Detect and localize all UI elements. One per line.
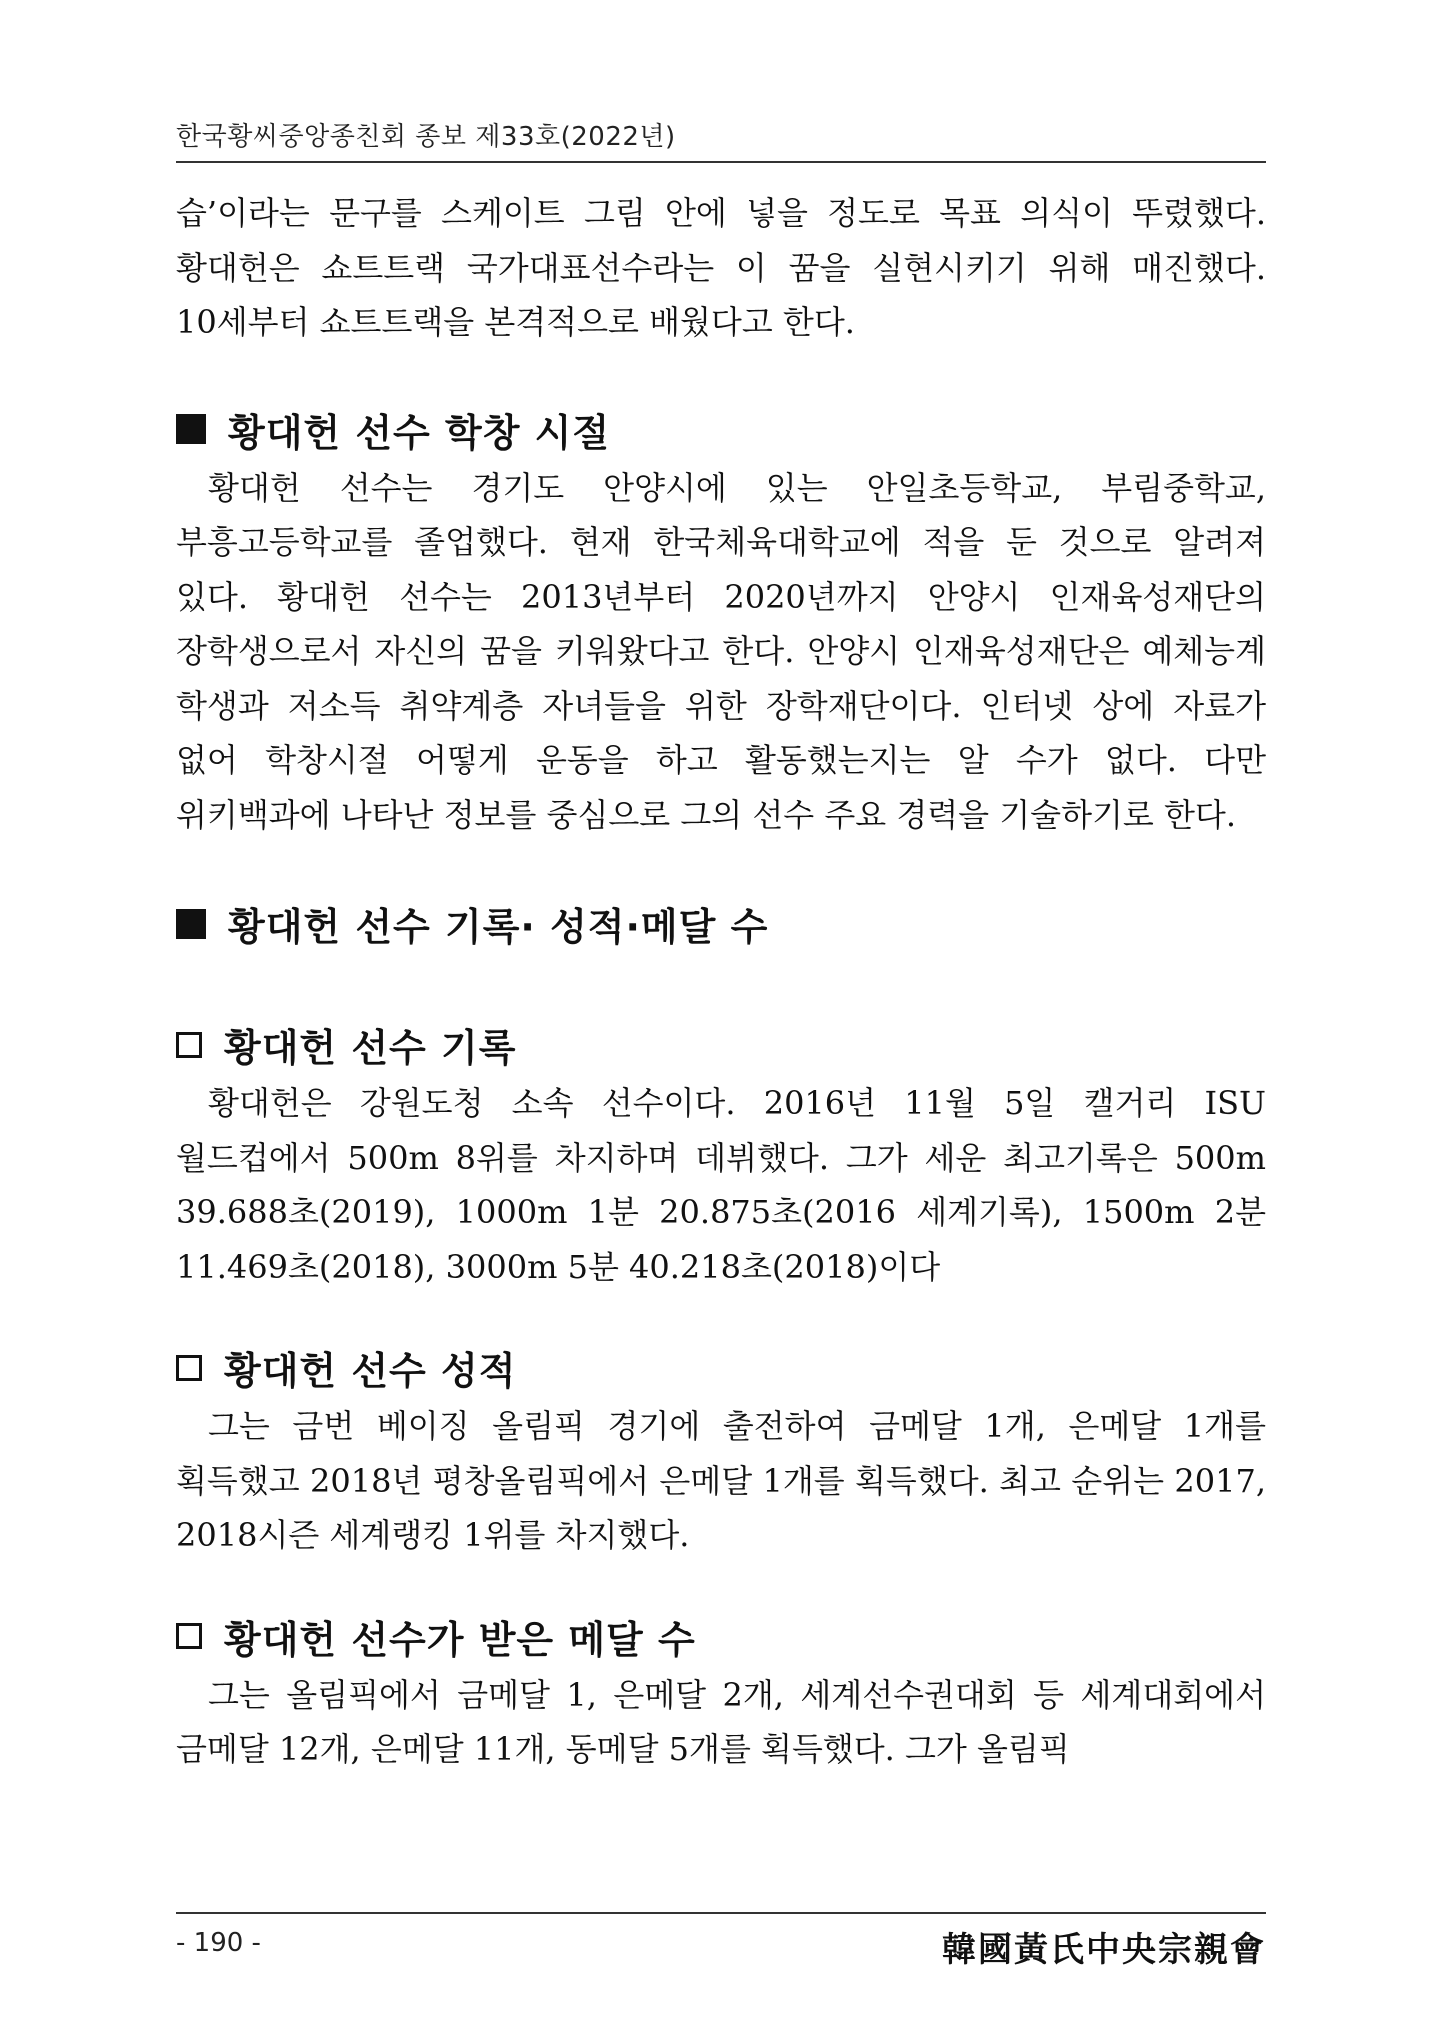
footer-divider [176,1912,1266,1914]
section-heading-text: 황대헌 선수가 받은 메달 수 [224,1617,696,1662]
empty-square-icon [176,1032,202,1058]
subsection-heading-records [176,1017,1266,1072]
intro-paragraph: 습’이라는 문구를 스케이트 그림 안에 넣을 정도로 목표 의식이 뚜렸했다. 황대헌은 쇼트트랙 국가대표선수라는 이 꿈을 실현시키기 위해 매진했다. 10세부터 쇼트트랙을 본격적으로 배웠다고 한다. [176,194,1266,341]
organization-seal: 韓國黃氏中央宗親會 [942,1930,1266,1970]
page-number: - 190 - [176,1928,261,1958]
empty-square-icon [176,1355,202,1381]
section-paragraph-school: 황대헌 선수는 경기도 안양시에 있는 안일초등학교, 부림중학교, 부흥고등학교를 졸업했다. 현재 한국체육대학교에 적을 둔 것으로 알려져 있다. 황대헌 선수는 2013년부터 2020년까지 안양시 인재육성재단의 장학생으로서 자신의 꿈을 키워왔다고 한다. 안양시 인재육성재단은 예체능계 학생과 저소득 취약계층 자녀들을 위한 장학재단이다. 인터넷 상에 자료가 없어 학창시절 어떻게 운동을 하고 활동했는지는 알 수가 없다. 다만 위키백과에 나타난 정보를 중심으로 그의 선수 주요 경력을 기술하기로 한다. [176,468,1266,834]
page-header [176,116,1266,153]
section-heading-school [176,402,1266,457]
section-heading-text: 황대헌 선수 기록 [224,1026,517,1070]
subsection-heading-results [176,1340,1266,1395]
section-heading-text: 황대헌 선수 기록· 성적·메달 수 [228,905,769,949]
page-content [176,186,1266,1777]
section-paragraph-records: 황대헌은 강원도청 소속 선수이다. 2016년 11월 5일 캘거리 ISU 월드컵에서 500m 8위를 차지하며 데뷔했다. 그가 세운 최고기록은 500m 39.688초(2019), 1000m 1분 20.875초(2016 세계기록), 1500m 2분 11.469초(2018), 3000m 5분 40.218초(2018)이다 [176,1084,1266,1286]
section-paragraph-medals: 그는 올림픽에서 금메달 1, 은메달 2개, 세계선수권대회 등 세계대회에서 금메달 12개, 은메달 11개, 동메달 5개를 획득했다. 그가 올림픽 [176,1675,1266,1768]
filled-square-icon [176,414,206,444]
filled-square-icon [176,909,206,939]
header-divider [176,161,1266,163]
section-heading-records-overview [176,896,1266,951]
empty-square-icon [176,1623,202,1649]
subsection-heading-medals [176,1609,1266,1664]
section-paragraph-results: 그는 금번 베이징 올림픽 경기에 출전하여 금메달 1개, 은메달 1개를 획득했고 2018년 평창올림픽에서 은메달 1개를 획득했다. 최고 순위는 2017, 2018시즌 세계랭킹 1위를 차지했다. [176,1407,1266,1554]
section-heading-text: 황대헌 선수 학창 시절 [228,410,611,455]
header-title: 한국황씨중앙종친회 종보 제33호(2022년) [176,122,676,152]
section-heading-text: 황대헌 선수 성적 [224,1349,517,1393]
